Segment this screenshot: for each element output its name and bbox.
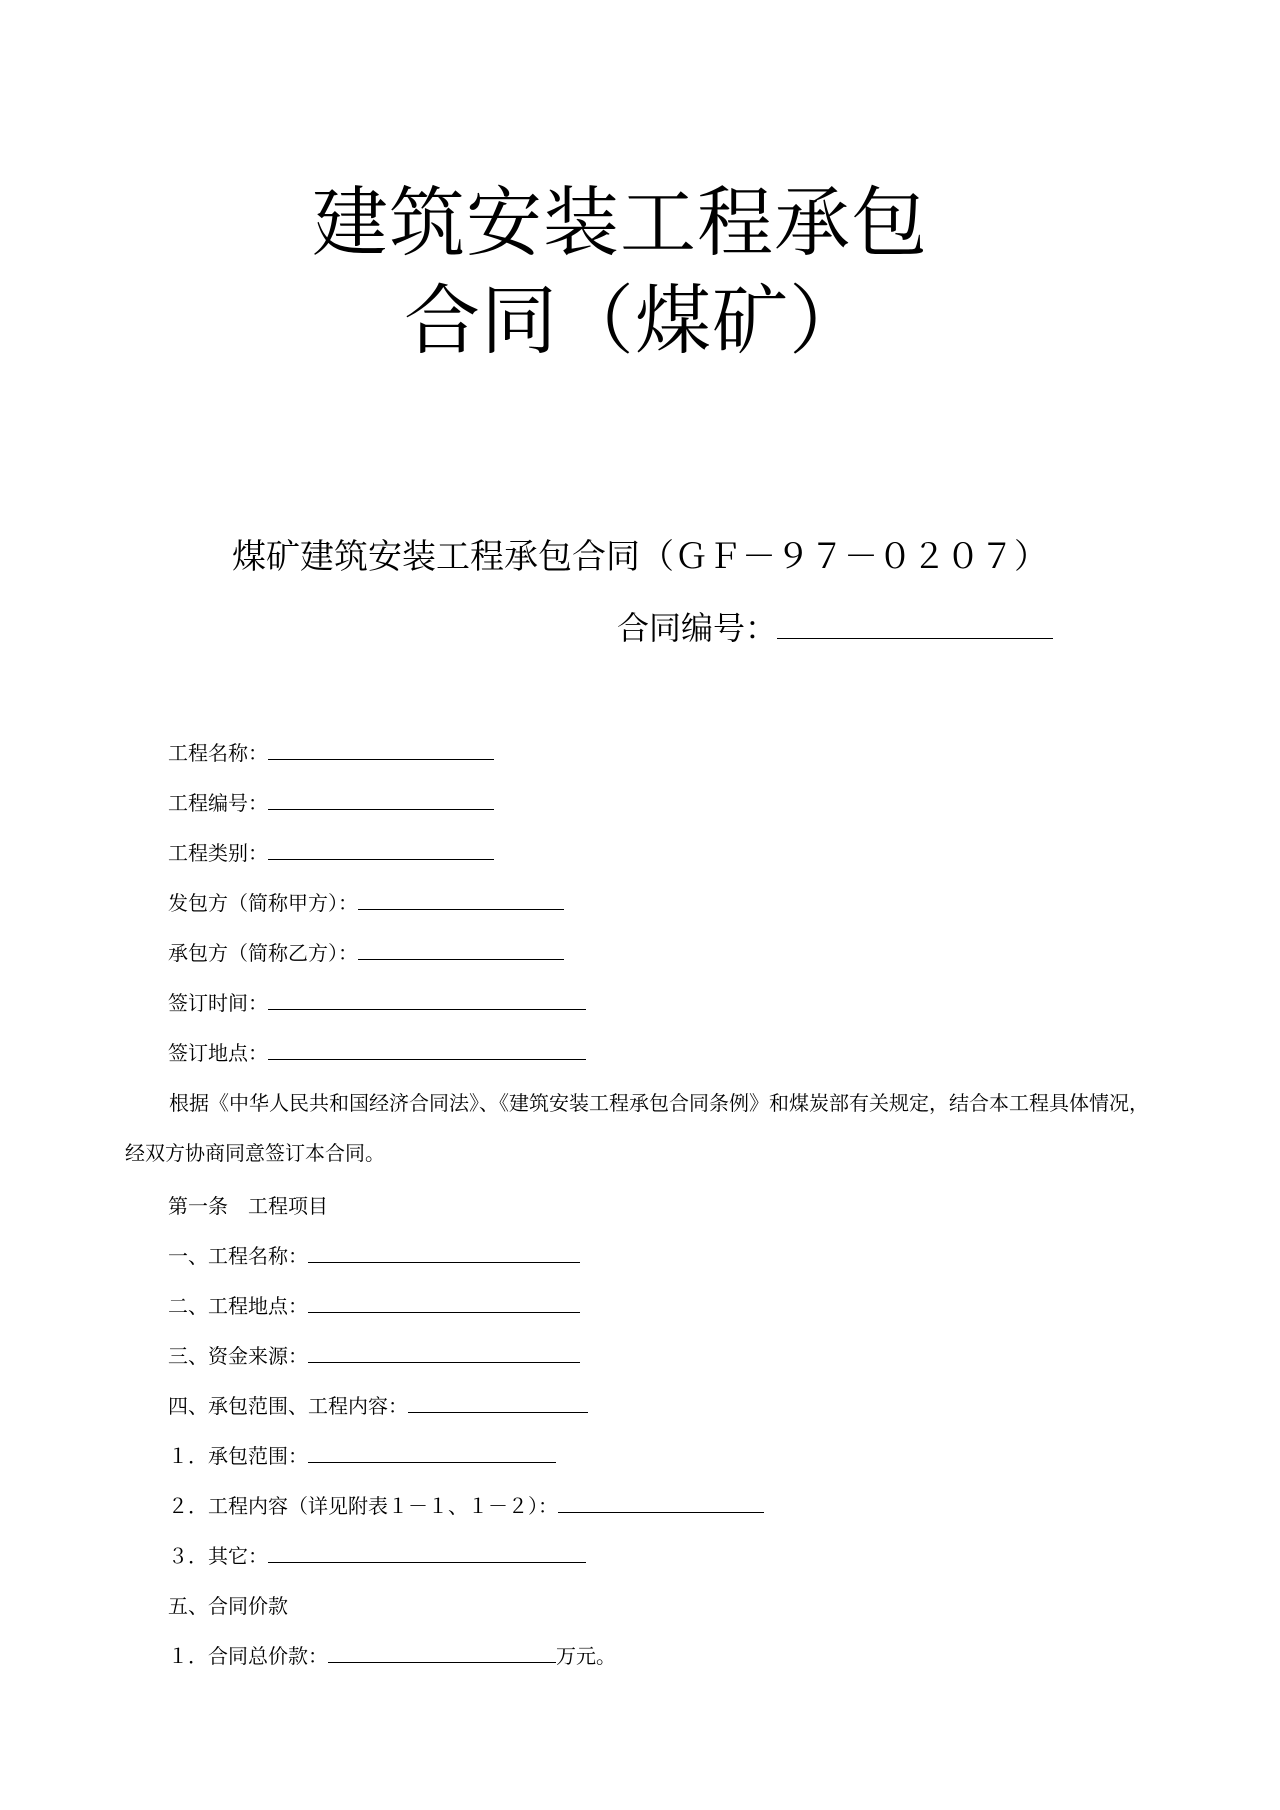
contract-number-label: 合同编号： [617,609,778,647]
field-party-a [168,890,564,916]
field-project-category [168,840,494,866]
item-total-price [168,1643,616,1669]
item-label: 二、工程地点： [168,1294,308,1318]
field-label: 工程类别： [168,841,268,865]
document-title-line2: 合同（煤矿） [404,276,866,365]
item-scope [168,1443,556,1469]
item-scope-content [168,1393,588,1419]
total-price-blank[interactable] [328,1644,556,1663]
item-label: 三、资金来源： [168,1344,308,1368]
field-signing-place [168,1040,586,1066]
project-name-blank[interactable] [268,741,494,760]
item-other [168,1543,586,1569]
item-label: 五、合同价款 [168,1594,288,1618]
field-label: 工程名称： [168,741,268,765]
item-funding-source [168,1343,580,1369]
field-party-b [168,940,564,966]
item-project-location-blank[interactable] [308,1294,580,1313]
party-a-blank[interactable] [358,891,564,910]
item-label: ３．其它： [168,1544,268,1568]
signing-place-blank[interactable] [268,1041,586,1060]
field-label: 签订时间： [168,991,268,1015]
item-label: 一、工程名称： [168,1244,308,1268]
item-contract-price-heading [168,1593,288,1619]
item-scope-blank[interactable] [308,1444,556,1463]
signing-time-blank[interactable] [268,991,586,1010]
field-label: 发包方（简称甲方）： [168,891,358,915]
field-project-name [168,740,494,766]
contract-number-blank[interactable] [777,609,1053,639]
project-category-blank[interactable] [268,841,494,860]
preamble-paragraph: 根据《中华人民共和国经济合同法》、《建筑安装工程承包合同条例》和煤炭部有关规定，结合本工程具体情况，经双方协商同意签订本合同。 [125,1091,1149,1165]
document-subtitle: 煤矿建筑安装工程承包合同（ＧＦ－９７－０２０７） [232,537,1048,577]
item-label: ２．工程内容（详见附表１－１、１－２）： [168,1494,558,1518]
item-label: １．承包范围： [168,1444,308,1468]
document-title-line1: 建筑安装工程承包 [312,178,928,267]
field-label: 工程编号： [168,791,268,815]
item-label: １．合同总价款： [168,1644,328,1668]
item-work-content-blank[interactable] [558,1494,764,1513]
party-b-blank[interactable] [358,941,564,960]
item-project-name [168,1243,580,1269]
item-project-name-blank[interactable] [308,1244,580,1263]
project-number-blank[interactable] [268,791,494,810]
item-scope-content-blank[interactable] [408,1394,588,1413]
item-other-blank[interactable] [268,1544,586,1563]
field-project-number [168,790,494,816]
item-work-content [168,1493,764,1519]
contract-number [617,609,1053,647]
item-label: 四、承包范围、工程内容： [168,1394,408,1418]
price-unit: 万元。 [556,1644,616,1668]
field-label: 签订地点： [168,1041,268,1065]
item-project-location [168,1293,580,1319]
article-1-heading: 第一条 工程项目 [168,1194,328,1218]
item-funding-source-blank[interactable] [308,1344,580,1363]
field-label: 承包方（简称乙方）： [168,941,358,965]
field-signing-time [168,990,586,1016]
